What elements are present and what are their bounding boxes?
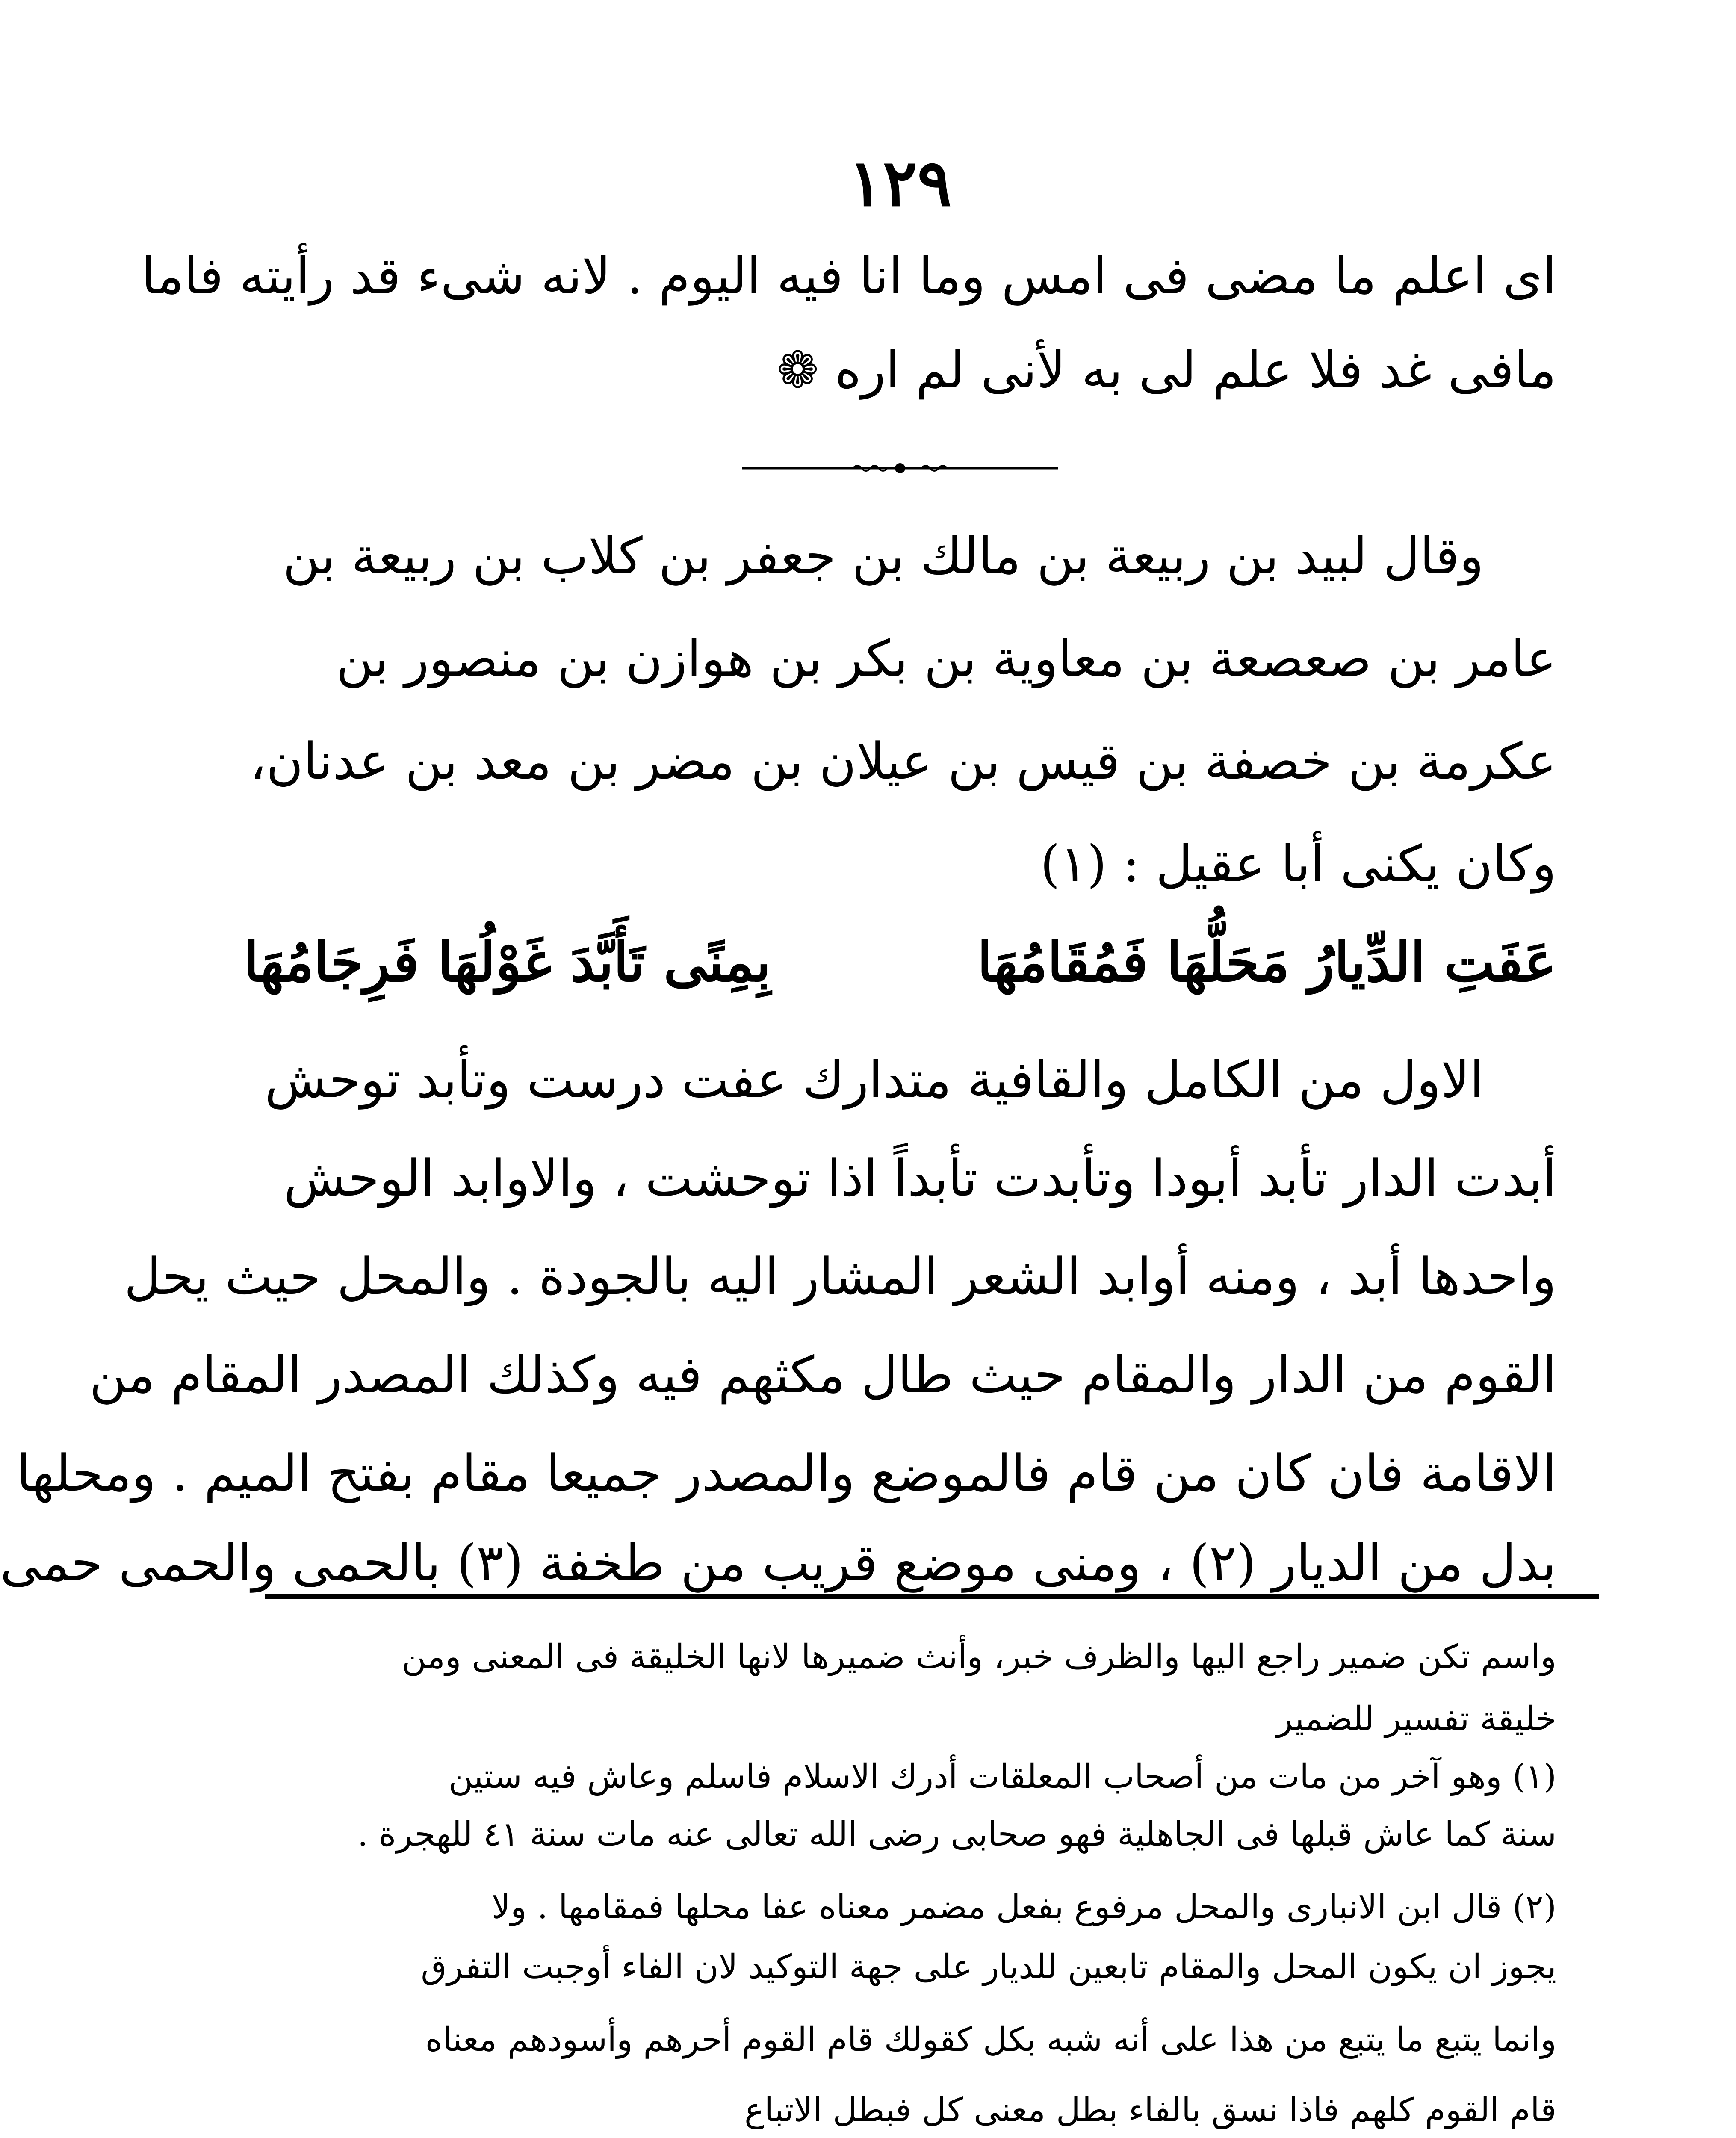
footnote-line-2: خليقة تفسير للضمير [1276, 1700, 1556, 1738]
intro-line-2: مافى غد فلا علم لى به لأنى لم اره ❁ [776, 340, 1556, 399]
footnote-line-3: (١) وهو آخر من مات من أصحاب المعلقات أدرك الاسلام فاسلم وعاش فيه ستين [449, 1757, 1556, 1796]
footnote-line-1: واسم تكن ضمير راجع اليها والظرف خبر، وأنث ضميرها لانها الخليقة فى المعنى ومن [402, 1638, 1556, 1676]
footnote-line-7: وانما يتبع ما يتبع من هذا على أنه شبه بكل كقولك قام القوم أحرهم وأسودهم معناه [425, 2020, 1556, 2059]
footnote-line-6: يجوز ان يكون المحل والمقام تابعين للديار على جهة التوكيد لان الفاء أوجبت التفرق [421, 1948, 1556, 1986]
commentary-line-2: أبدت الدار تأبد أبودا وتأبدت تأبداً اذا توحشت ، والاوابد الوحش [283, 1149, 1556, 1208]
heading-line-4: وكان يكنى أبا عقيل : (١) [1040, 834, 1556, 893]
commentary-line-4: القوم من الدار والمقام حيث طال مكثهم فيه وكذلك المصدر المقام من [89, 1345, 1556, 1404]
commentary-line-5: الاقامة فان كان من قام فالموضع والمصدر جميعا مقام بفتح الميم . ومحلها [16, 1444, 1556, 1503]
commentary-line-1: الاول من الكامل والقافية متدارك عفت درست وتأبد توحش [265, 1050, 1484, 1109]
commentary-line-3: واحدها أبد ، ومنه أوابد الشعر المشار اليه بالجودة . والمحل حيث يحل [124, 1247, 1556, 1306]
ornament-divider [742, 460, 1058, 477]
heading-line-3: عكرمة بن خصفة بن قيس بن عيلان بن مضر بن معد بن عدنان، [250, 732, 1556, 791]
footnote-separator-rule [265, 1594, 1599, 1599]
commentary-line-6: بدل من الديار (٢) ، ومنى موضع قريب من طخفة (٣) بالحمى والحمى حمى [0, 1533, 1556, 1592]
footnote-line-5: (٢) قال ابن الانبارى والمحل مرفوع بفعل مضمر معناه عفا محلها فمقامها . ولا [491, 1888, 1556, 1926]
heading-line-2: عامر بن صعصعة بن معاوية بن بكر بن هوازن بن منصور بن [336, 629, 1556, 688]
page-number: ١٢٩ [848, 145, 952, 221]
intro-line-1: اى اعلم ما مضى فى امس وما انا فيه اليوم . لانه شىء قد رأيته فاما [141, 246, 1556, 305]
verse-hemistich-2: بِمِنًى تَأَبَّدَ غَوْلُهَا فَرِجَامُهَا [244, 930, 771, 994]
heading-line-1: وقال لبيد بن ربيعة بن مالك بن جعفر بن كلاب بن ربيعة بن [283, 526, 1484, 585]
verse-hemistich-1: عَفَتِ الدِّيارُ مَحَلُّهَا فَمُقَامُهَا [977, 930, 1556, 994]
verse-line [244, 926, 1556, 998]
footnote-line-8: قام القوم كلهم فاذا نسق بالفاء بطل معنى كل فبطل الاتباع [744, 2091, 1556, 2129]
footnote-line-4: سنة كما عاش قبلها فى الجاهلية فهو صحابى رضى الله تعالى عنه مات سنة ٤١ للهجرة . [357, 1815, 1556, 1854]
